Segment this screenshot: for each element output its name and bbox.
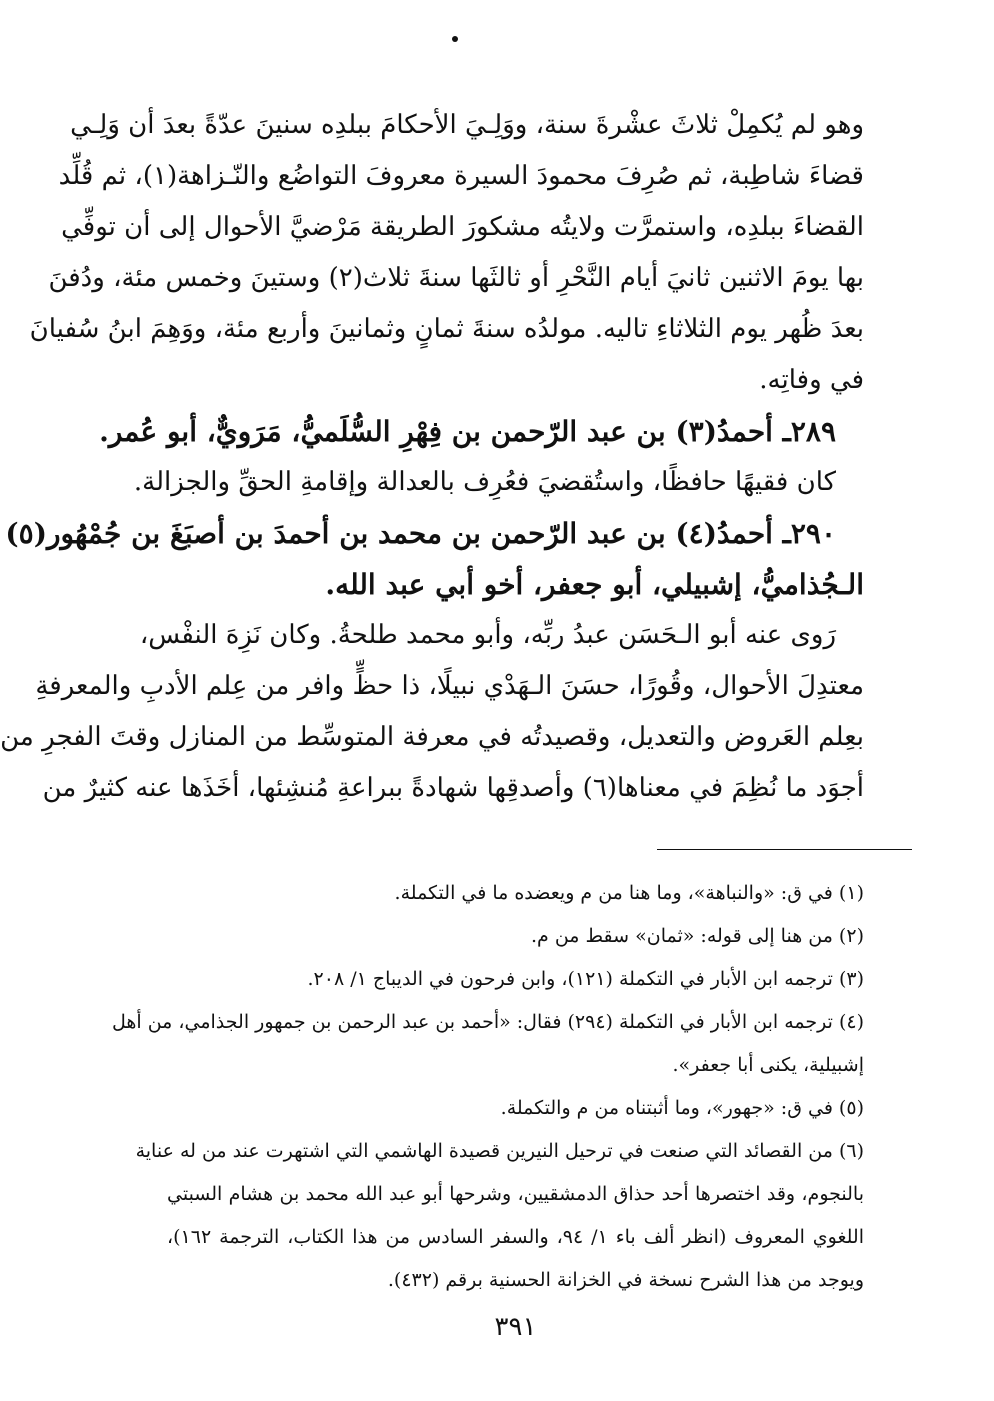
footnote-5: (٥) في ق: «جهور»، وما أثبتناه من م والتكملة. [500, 1097, 864, 1119]
body-line-4: بها يومَ الاثنين ثانيَ أيام النَّحْرِ أو ثالثَها سنةَ ثلاث(٢) وستينَ وخمس مئة، ودُفنَ [48, 263, 864, 293]
entry-290-number: ٢٩٠ـ [782, 517, 836, 550]
entry-290-heading-cont: الـجُذاميُّ، إشبيلي، أبو جعفر، أخو أبي عبد الله. [325, 568, 864, 601]
body-line-6: في وفاتِه. [759, 365, 864, 395]
entry-290-heading [5, 508, 864, 559]
entry-289-text: كان فقيهًا حافظًا، واستُقضيَ فعُرِف بالعدالة وإقامةِ الحقِّ والجزالة. [133, 467, 836, 497]
entry-290-line-4: أجوَد ما نُظِمَ في معناها(٦) وأصدقِها شهادةً ببراعةِ مُنشِئها، أخَذَها عنه كثيرٌ من [42, 773, 864, 803]
entry-289-heading [99, 406, 864, 457]
entry-290-name: أحمدُ(٤) بن عبد الرّحمن بن محمد بن أحمدَ بن أصبَغَ بن جُمْهُور(٥) [5, 517, 773, 550]
entry-290-line-2: معتدِلَ الأحوال، وقُورًا، حسَنَ الـهَدْي نبيلًا، ذا حظٍّ وافر من عِلم الأدبِ والمعرفةِ [35, 671, 864, 701]
body-line-1: وهو لم يُكمِلْ ثلاثَ عشْرةَ سنة، ووَلِـيَ الأحكامَ ببلدِه سنينَ عدّةً بعدَ أن وَلِـي [70, 110, 864, 140]
footnote-4-cont: إشبيلية، يكنى أبا جعفر». [672, 1054, 864, 1076]
body-line-3: القضاءَ ببلدِه، واستمرَّت ولايتُه مشكورَ الطريقة مَرْضيَّ الأحوال إلى أن توفِّي [61, 212, 864, 242]
entry-289-name: أحمدُ(٣) بن عبد الرّحمن بن فِهْرِ السُّلَميُّ، مَرَويٌّ، أبو عُمر. [99, 415, 773, 448]
footnote-1: (١) في ق: «والنباهة»، وما هنا من م ويعضده ما في التكملة. [394, 882, 864, 904]
footnote-6-cont-2: اللغوي المعروف (انظر ألف باء ١/ ٩٤، والسفر السادس من هذا الكتاب، الترجمة ١٦٢)، [167, 1226, 864, 1248]
footnote-4: (٤) ترجمه ابن الأبار في التكملة (٢٩٤) فقال: «أحمد بن عبد الرحمن بن جمهور الجذامي، من أهل [111, 1011, 864, 1033]
page-number: ٣٩١ [494, 1312, 537, 1342]
footnote-6-cont-3: ويوجد من هذا الشرح نسخة في الخزانة الحسنية برقم (٤٣٢). [387, 1269, 864, 1291]
footnote-3: (٣) ترجمه ابن الأبار في التكملة (١٢١)، وابن فرحون في الديباج ١/ ٢٠٨. [307, 968, 864, 990]
footnote-6: (٦) من القصائد التي صنعت في ترحيل النيرين قصيدة الهاشمي التي اشتهرت عند من له عناية [135, 1140, 864, 1162]
entry-290-line-3: بعِلم العَروض والتعديل، وقصيدتُه في معرفة المتوسِّط من المنازل وقتَ الفجرِ من [0, 722, 864, 752]
body-line-2: قضاءَ شاطِبة، ثم صُرِفَ محمودَ السيرة معروفَ التواضُع والنّـزاهة(١)، ثم قُلِّد [58, 161, 864, 191]
footnote-2: (٢) من هنا إلى قوله: «ثمان» سقط من م. [530, 925, 864, 947]
entry-290-line-1: رَوى عنه أبو الـحَسَن عبدُ ربِّه، وأبو محمد طلحةُ. وكان نَزِهَ النفْس، [139, 620, 836, 650]
footnotes [111, 872, 864, 1302]
footnote-6-cont-1: بالنجوم، وقد اختصرها أحد حذاق الدمشقيين، وشرحها أبو عبد الله محمد بن هشام السبتي [167, 1183, 864, 1205]
body-line-5: بعدَ ظُهر يوم الثلاثاءِ تاليه. مولدُه سنةَ ثمانٍ وثمانينَ وأربع مئة، ووَهِمَ ابنُ سُفيانَ [29, 314, 864, 344]
main-text [0, 100, 864, 814]
footnote-separator [657, 849, 912, 850]
page-mark-dot [452, 36, 458, 42]
entry-289-number: ٢٨٩ـ [782, 415, 836, 448]
